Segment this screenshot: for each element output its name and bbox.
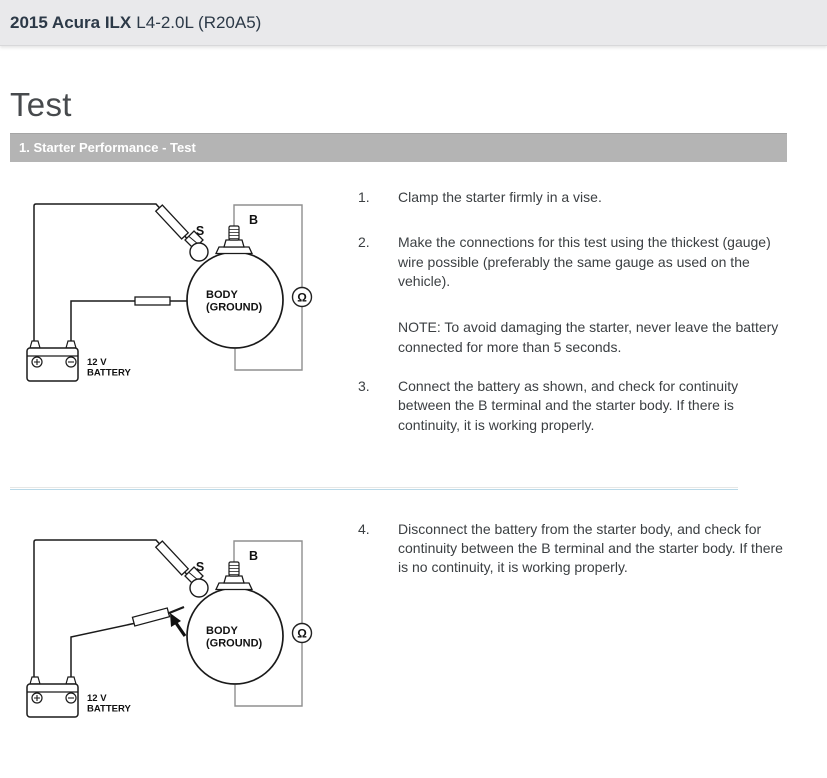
terminal-b — [216, 213, 258, 254]
step-note: NOTE: To avoid damaging the starter, never leave the battery connected for more than 5 seconds. — [398, 319, 779, 355]
starter-test-diagram — [10, 526, 340, 726]
vehicle-header-bar — [0, 0, 827, 46]
vehicle-title — [10, 13, 261, 33]
step-text — [398, 233, 787, 357]
label-ground: (GROUND) — [206, 637, 263, 650]
step-text: Clamp the starter firmly in a vise. — [398, 189, 602, 205]
terminal-s — [185, 560, 208, 597]
step-number: 1. — [358, 189, 370, 205]
step-text: Connect the battery as shown, and check for continuity between the B terminal and the starter body. If there is continuity, it is working properly. — [398, 377, 739, 433]
step-item — [358, 188, 787, 207]
diagram-connected-container — [10, 162, 358, 435]
engine-spec: L4-2.0L (R20A5) — [136, 12, 262, 32]
label-terminal-b: B — [249, 548, 259, 563]
section-connected-test — [10, 162, 817, 435]
negative-connector — [132, 608, 169, 626]
ohmmeter-icon — [293, 623, 312, 642]
svg-text:Ω: Ω — [297, 626, 307, 641]
label-terminal-s: S — [195, 224, 205, 238]
step-text: Disconnect the battery from the starter body, and check for continuity between the B terminal and the starter body. If there is no continuity, it is working properly. — [398, 520, 783, 576]
label-battery-voltage: 12 V — [87, 692, 107, 704]
page-title: Test — [10, 86, 72, 123]
label-terminal-s: S — [195, 559, 205, 574]
label-battery: BATTERY — [87, 703, 131, 715]
step-item — [358, 233, 787, 357]
step-item — [358, 377, 787, 435]
positive-connector — [156, 541, 188, 575]
disconnect-arrow-icon — [170, 613, 185, 636]
terminal-b — [216, 549, 258, 590]
label-battery: BATTERY — [87, 367, 131, 379]
steps-list — [358, 490, 787, 726]
battery — [27, 341, 131, 381]
step-number: 2. — [358, 234, 370, 251]
step-number: 3. — [358, 377, 370, 394]
terminal-s — [185, 224, 208, 261]
label-terminal-b: B — [249, 213, 259, 227]
procedure-banner: 1. Starter Performance - Test — [10, 133, 787, 162]
step-text-main: Make the connections for this test using the thickest (gauge) wire possible (preferably the same gauge as used on the vehicle). — [398, 234, 771, 289]
starter-test-diagram — [10, 190, 340, 390]
ohmmeter-icon — [293, 288, 312, 307]
label-body: BODY — [206, 289, 238, 301]
battery — [27, 677, 131, 717]
wire-negative — [71, 297, 188, 343]
vehicle-name: 2015 Acura ILX — [10, 12, 132, 32]
label-ground: (GROUND) — [206, 301, 263, 314]
wire-negative-disconnected — [71, 607, 185, 679]
article-body — [0, 86, 827, 726]
section-disconnected-test — [10, 490, 817, 726]
steps-list — [358, 162, 787, 435]
step-number: 4. — [358, 520, 370, 537]
wire-positive — [34, 204, 191, 343]
label-battery-voltage: 12 V — [87, 357, 107, 368]
svg-text:Ω: Ω — [297, 290, 307, 305]
positive-connector — [156, 205, 188, 239]
negative-connector — [135, 297, 170, 305]
step-item — [358, 520, 787, 578]
diagram-disconnected-container — [10, 490, 358, 726]
probe-tip — [168, 607, 184, 614]
label-body: BODY — [206, 624, 238, 637]
